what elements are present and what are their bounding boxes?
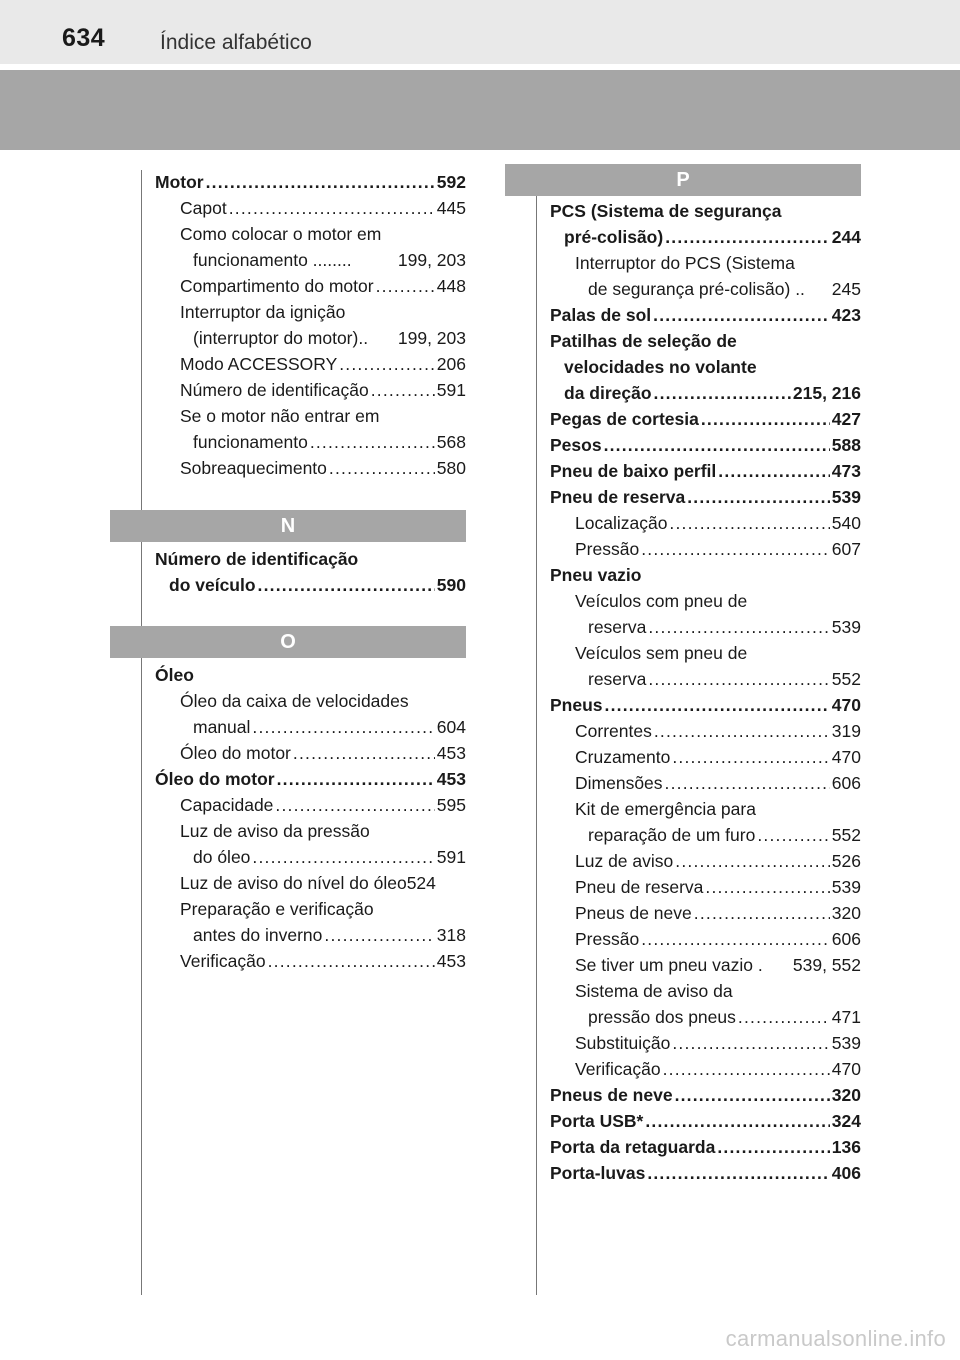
page-header-bar: [0, 0, 960, 64]
index-entry: [550, 1134, 861, 1160]
entry-text: Luz de aviso da pressão: [180, 821, 370, 841]
entry-text: Se tiver um pneu vazio .: [575, 955, 763, 975]
entry-text: Pressão: [575, 929, 640, 949]
right-column-rule: [536, 195, 537, 1295]
index-entry: [550, 1030, 861, 1056]
entry-text: Pneu de baixo perfil: [550, 461, 717, 481]
dot-leader: [648, 614, 829, 640]
page-number: 634: [62, 24, 106, 52]
index-entry: [155, 896, 466, 922]
dot-leader: [371, 377, 435, 403]
entry-text: Sobreaquecimento: [180, 458, 327, 478]
page-ref: 526: [831, 851, 861, 871]
dot-leader: [694, 900, 830, 926]
entry-text: Óleo: [155, 665, 194, 685]
index-entry: [155, 818, 466, 844]
page-ref: 215, 216: [792, 383, 861, 403]
dot-leader: [647, 1160, 829, 1186]
page-ref: 539, 552: [792, 955, 861, 975]
page-ref: 319: [831, 721, 861, 741]
page-ref: 245: [831, 279, 861, 299]
index-entry: [155, 195, 466, 221]
index-entry: [550, 380, 861, 406]
index-entry: [550, 1160, 861, 1186]
page-ref: 453: [436, 743, 466, 763]
index-entry: [550, 484, 861, 510]
index-entry: [155, 429, 466, 455]
entry-text: Pneu de reserva: [550, 487, 686, 507]
page-ref: 552: [831, 825, 861, 845]
entry-text: Cruzamento: [575, 747, 671, 767]
entry-text: Pegas de cortesia: [550, 409, 699, 429]
index-entry: [155, 922, 466, 948]
entry-text: Kit de emergência para: [575, 799, 756, 819]
index-entry: [550, 1108, 861, 1134]
entry-text: reserva: [588, 617, 647, 637]
entry-text: reparação de um furo: [588, 825, 756, 845]
entry-text: Capacidade: [180, 795, 274, 815]
index-entry: [550, 640, 861, 666]
dot-leader: [701, 406, 830, 432]
page-ref: 244: [831, 227, 861, 247]
page-ref: 423: [831, 305, 861, 325]
entry-text: Palas de sol: [550, 305, 652, 325]
page-ref: 206: [436, 354, 466, 374]
entry-text: Sistema de aviso da: [575, 981, 733, 1001]
entry-text: Veículos sem pneu de: [575, 643, 748, 663]
page-ref: 606: [831, 929, 861, 949]
index-entry: [550, 952, 861, 978]
index-entry: [550, 1004, 861, 1030]
dot-leader: [717, 1134, 829, 1160]
entry-text: Número de identificação: [155, 549, 359, 569]
entry-text: Substituição: [575, 1033, 671, 1053]
entry-text: pressão dos pneus: [588, 1007, 736, 1027]
page-ref: 552: [831, 669, 861, 689]
n-section: [155, 546, 466, 598]
index-entry: [550, 198, 861, 224]
dot-leader: [229, 195, 435, 221]
page-ref: 320: [831, 903, 861, 923]
left-column: [155, 169, 466, 481]
entry-text: Verificação: [575, 1059, 661, 1079]
index-entry: [550, 250, 861, 276]
entry-text: Óleo da caixa de velocidades: [180, 691, 409, 711]
page-ref: 592: [436, 172, 466, 192]
page-ref: 588: [831, 435, 861, 455]
page-ref: 595: [436, 795, 466, 815]
index-entry: [550, 848, 861, 874]
dot-leader: [675, 848, 830, 874]
dot-leader: [268, 948, 435, 974]
index-entry: [155, 844, 466, 870]
index-entry: [550, 692, 861, 718]
dot-leader: [293, 740, 435, 766]
dot-leader: [605, 692, 830, 718]
entry-text: (interruptor do motor)..: [193, 328, 369, 348]
dot-leader: [738, 1004, 830, 1030]
index-entry: [550, 510, 861, 536]
dot-leader: [376, 273, 435, 299]
page-ref: 199, 203: [397, 250, 466, 270]
dot-leader: [641, 536, 830, 562]
page-ref: 453: [436, 769, 466, 789]
entry-text: Verificação: [180, 951, 266, 971]
entry-text: funcionamento ........: [193, 250, 352, 270]
index-entry: [550, 900, 861, 926]
index-entry: [155, 169, 466, 195]
page-ref: 320: [831, 1085, 861, 1105]
page-ref: 568: [436, 432, 466, 452]
index-entry: [550, 978, 861, 1004]
entry-text: Patilhas de seleção de: [550, 331, 737, 351]
index-entry: [155, 221, 466, 247]
index-entry: [550, 874, 861, 900]
dot-leader: [672, 1030, 829, 1056]
index-entry: [550, 588, 861, 614]
index-entry: [550, 796, 861, 822]
entry-text: Dimensões: [575, 773, 663, 793]
entry-text: manual: [193, 717, 251, 737]
entry-text: Luz de aviso do nível do óleo524: [180, 873, 436, 893]
page-title: Índice alfabético: [160, 31, 312, 54]
index-entry: [155, 766, 466, 792]
header-band: [0, 70, 960, 150]
index-entry: [155, 273, 466, 299]
entry-text: Pneus de neve: [550, 1085, 673, 1105]
entry-text: Interruptor da ignição: [180, 302, 346, 322]
index-entry: [550, 328, 861, 354]
index-entry: [550, 1056, 861, 1082]
entry-text: do óleo: [193, 847, 251, 867]
left-column-rule: [141, 170, 142, 1295]
index-entry: [155, 403, 466, 429]
entry-text: da direção: [564, 383, 652, 403]
page-ref: 591: [436, 380, 466, 400]
entry-text: Óleo do motor: [155, 769, 275, 789]
page-ref: 470: [831, 695, 861, 715]
dot-leader: [665, 770, 830, 796]
index-entry: [550, 718, 861, 744]
section-header-o: O: [110, 626, 466, 658]
entry-text: Porta-luvas: [550, 1163, 646, 1183]
dot-leader: [604, 432, 830, 458]
page-ref: 445: [436, 198, 466, 218]
page-ref: 324: [831, 1111, 861, 1131]
entry-text: Localização: [575, 513, 668, 533]
index-entry: [550, 666, 861, 692]
page-ref: 453: [436, 951, 466, 971]
entry-text: reserva: [588, 669, 647, 689]
entry-text: Compartimento do motor: [180, 276, 374, 296]
index-entry: [550, 458, 861, 484]
page-ref: 199, 203: [397, 328, 466, 348]
motor-entries: [155, 169, 466, 481]
index-entry: [155, 455, 466, 481]
index-entry: [550, 406, 861, 432]
o-entries: [155, 662, 466, 974]
page-ref: 539: [831, 877, 861, 897]
entry-text: Veículos com pneu de: [575, 591, 748, 611]
entry-text: funcionamento: [193, 432, 308, 452]
dot-leader: [329, 455, 435, 481]
index-entry: [155, 377, 466, 403]
entry-text: antes do inverno: [193, 925, 323, 945]
index-entry: [550, 562, 861, 588]
page-ref: 606: [831, 773, 861, 793]
index-entry: [155, 870, 466, 896]
entry-text: Óleo do motor: [180, 743, 291, 763]
index-entry: [155, 714, 466, 740]
entry-text: Se o motor não entrar em: [180, 406, 380, 426]
entry-text: Pneus de neve: [575, 903, 692, 923]
index-entry: [550, 432, 861, 458]
dot-leader: [718, 458, 830, 484]
dot-leader: [252, 844, 434, 870]
entry-text: Como colocar o motor em: [180, 224, 382, 244]
dot-leader: [645, 1108, 829, 1134]
dot-leader: [310, 429, 435, 455]
index-entry: [155, 546, 466, 572]
page-ref: 136: [831, 1137, 861, 1157]
dot-leader: [663, 1056, 830, 1082]
n-entries: [155, 546, 466, 598]
dot-leader: [757, 822, 829, 848]
index-entry: [155, 740, 466, 766]
page-ref: 471: [831, 1007, 861, 1027]
entry-text: pré-colisão): [564, 227, 664, 247]
dot-leader: [641, 926, 830, 952]
dot-leader: [258, 572, 435, 598]
entry-text: de segurança pré-colisão) ..: [588, 279, 805, 299]
index-entry: [550, 354, 861, 380]
page-ref: 604: [436, 717, 466, 737]
index-entry: [155, 948, 466, 974]
entry-text: velocidades no volante: [564, 357, 757, 377]
index-entry: [550, 822, 861, 848]
index-entry: [550, 276, 861, 302]
entry-text: Luz de aviso: [575, 851, 674, 871]
dot-leader: [654, 718, 830, 744]
entry-text: do veículo: [169, 575, 256, 595]
entry-text: Correntes: [575, 721, 652, 741]
dot-leader: [339, 351, 435, 377]
entry-text: Número de identificação: [180, 380, 369, 400]
dot-leader: [653, 302, 830, 328]
dot-leader: [277, 766, 435, 792]
entry-text: Pneu de reserva: [575, 877, 704, 897]
p-entries: [550, 198, 861, 1186]
dot-leader: [252, 714, 434, 740]
entry-text: Porta USB*: [550, 1111, 644, 1131]
dot-leader: [687, 484, 830, 510]
entry-text: Modo ACCESSORY: [180, 354, 338, 374]
index-entry: [155, 662, 466, 688]
page-ref: 580: [436, 458, 466, 478]
entry-text: PCS (Sistema de segurança: [550, 201, 782, 221]
page-ref: 539: [831, 1033, 861, 1053]
index-entry: [155, 299, 466, 325]
entry-text: Pneu vazio: [550, 565, 642, 585]
entry-text: Porta da retaguarda: [550, 1137, 716, 1157]
entry-text: Pneus: [550, 695, 603, 715]
page-ref: 470: [831, 1059, 861, 1079]
index-entry: [155, 351, 466, 377]
entry-text: Pesos: [550, 435, 602, 455]
page-ref: 318: [436, 925, 466, 945]
index-entry: [550, 536, 861, 562]
section-header-n: N: [110, 510, 466, 542]
dot-leader: [675, 1082, 830, 1108]
dot-leader: [206, 169, 435, 195]
page-ref: 540: [831, 513, 861, 533]
index-entry: [550, 744, 861, 770]
o-section: [155, 662, 466, 974]
entry-text: Preparação e verificação: [180, 899, 374, 919]
index-entry: [550, 224, 861, 250]
section-header-p: P: [505, 164, 861, 196]
page-ref: 427: [831, 409, 861, 429]
page-ref: 406: [831, 1163, 861, 1183]
entry-text: Pressão: [575, 539, 640, 559]
entry-text: Motor: [155, 172, 204, 192]
index-entry: [550, 614, 861, 640]
entry-text: Interruptor do PCS (Sistema: [575, 253, 795, 273]
dot-leader: [672, 744, 829, 770]
index-entry: [550, 926, 861, 952]
dot-leader: [705, 874, 829, 900]
dot-leader: [648, 666, 829, 692]
page-ref: 539: [831, 617, 861, 637]
p-section: [550, 198, 861, 1186]
page-ref: 591: [436, 847, 466, 867]
page-ref: 607: [831, 539, 861, 559]
page-ref: 470: [831, 747, 861, 767]
index-entry: [155, 572, 466, 598]
index-entry: [155, 688, 466, 714]
dot-leader: [275, 792, 434, 818]
page-ref: 590: [436, 575, 466, 595]
watermark: carmanualsonline.info: [725, 1326, 946, 1351]
index-entry: [550, 1082, 861, 1108]
dot-leader: [654, 380, 791, 406]
page-ref: 539: [831, 487, 861, 507]
index-entry: [550, 302, 861, 328]
page-ref: 473: [831, 461, 861, 481]
entry-text: Capot: [180, 198, 227, 218]
dot-leader: [669, 510, 829, 536]
index-entry: [155, 325, 466, 351]
index-entry: [550, 770, 861, 796]
index-entry: [155, 792, 466, 818]
dot-leader: [665, 224, 830, 250]
page-ref: 448: [436, 276, 466, 296]
index-entry: [155, 247, 466, 273]
dot-leader: [324, 922, 434, 948]
